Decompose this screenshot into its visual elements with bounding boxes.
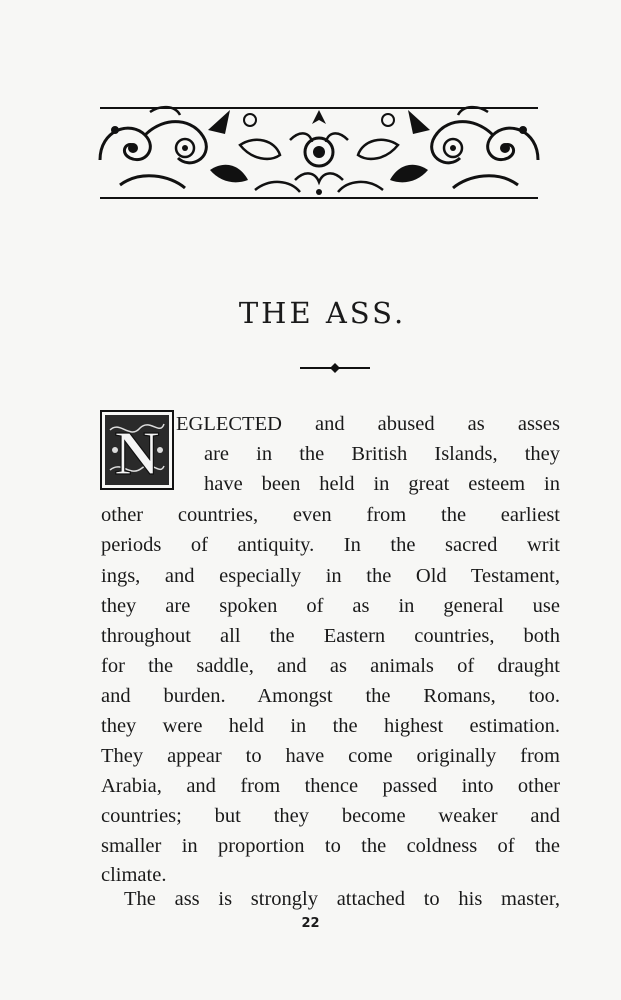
text-line: EGLECTED and abused as asses bbox=[176, 413, 560, 435]
text-line: they are spoken of as in general use bbox=[101, 595, 560, 617]
text-line: they were held in the highest estimation. bbox=[101, 715, 560, 737]
text-line: throughout all the Eastern countries, both bbox=[101, 625, 560, 647]
text-line: periods of antiquity. In the sacred writ bbox=[101, 534, 560, 556]
page-title: THE ASS. bbox=[238, 296, 407, 330]
text-line: They appear to have come originally from bbox=[101, 745, 560, 767]
text-line: ings, and especially in the Old Testament, bbox=[101, 565, 560, 587]
text-line: climate. bbox=[101, 864, 167, 886]
text-line: Arabia, and from thence passed into other bbox=[101, 775, 560, 797]
text-line: and burden. Amongst the Romans, too. bbox=[101, 685, 560, 707]
text-line: other countries, even from the earliest bbox=[101, 504, 560, 526]
text-line: countries; but they become weaker and bbox=[101, 805, 560, 827]
decorated-drop-capital bbox=[100, 410, 174, 490]
text-line: are in the British Islands, they bbox=[204, 443, 560, 465]
text-line: smaller in proportion to the coldness of the bbox=[101, 835, 560, 857]
text-line: have been held in great esteem in bbox=[204, 473, 560, 495]
svg-text:N: N bbox=[114, 420, 160, 488]
ornamental-headpiece bbox=[90, 100, 548, 206]
text-line: The ass is strongly attached to his master, bbox=[124, 888, 560, 910]
page-number: 22 bbox=[301, 916, 320, 931]
text-line: for the saddle, and as animals of draught bbox=[101, 655, 560, 677]
title-rule-ornament bbox=[300, 362, 370, 374]
